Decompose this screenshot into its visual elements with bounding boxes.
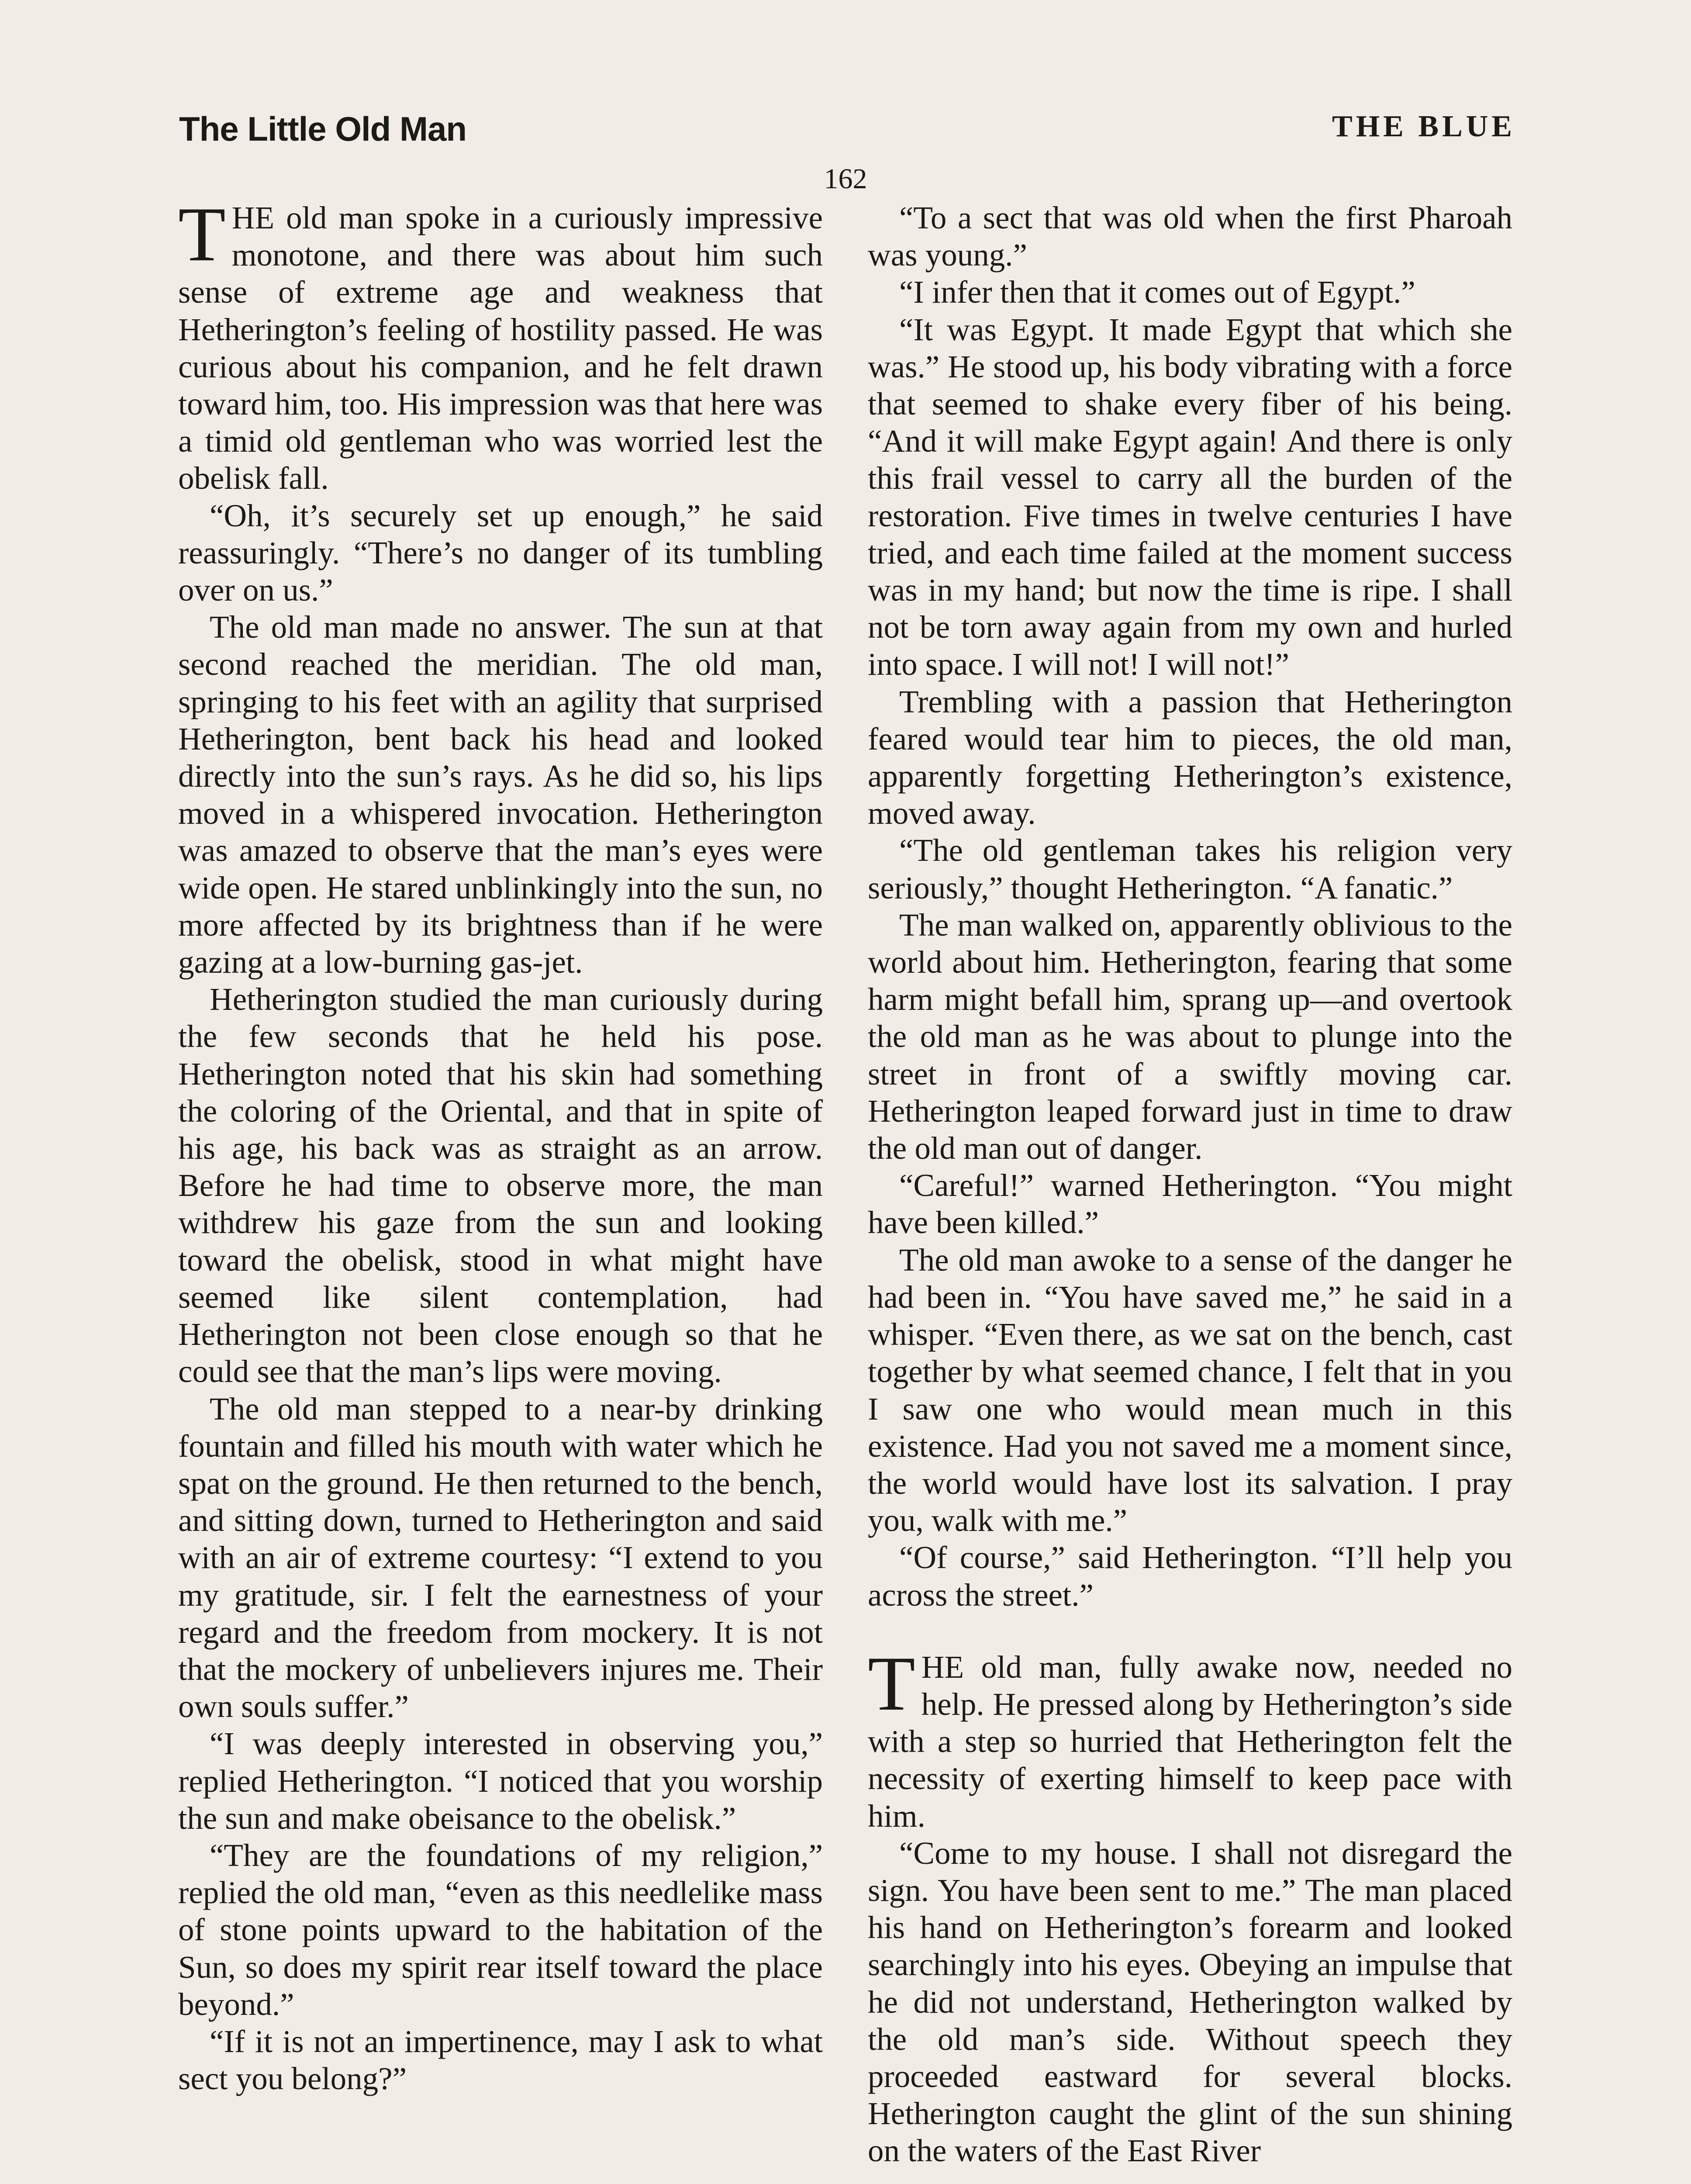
paragraph: “To a sect that was old when the first Pharoah was young.” xyxy=(868,200,1512,273)
paragraph: “Careful!” warned Hetherington. “You might have been killed.” xyxy=(868,1168,1512,1241)
paragraph: “I was deeply interested in observing you,” replied Hetherington. “I noticed that you worship the sun and make obeisance to the obelisk.” xyxy=(178,1726,823,1836)
story-title: The Little Old Man xyxy=(179,110,466,148)
paragraph: “Come to my house. I shall not disregard the sign. You have been sent to me.” The man placed his hand on Hetherington’s forearm and looked searchingly into his eyes. Obeying an impulse that he did not understand, Hetherington walked by the old man’s side. Without speech they proceeded eastward for several blocks. Hetherington caught the glint of the sun shining on the waters of the East River xyxy=(868,1835,1512,2169)
paragraph: THE old man, fully awake now, needed no help. He pressed along by Hetherington’s side with a step so hurried that Hetherington felt the necessity of exerting himself to keep pace with him. xyxy=(868,1640,1512,1834)
paragraph: “They are the foundations of my religion,” replied the old man, “even as this needlelike mass of stone points upward to the habitation of the Sun, so does my spirit rear itself toward the place beyond.” xyxy=(178,1837,823,2022)
paragraph: “Oh, it’s securely set up enough,” he said reassuringly. “There’s no danger of its tumbling over on us.” xyxy=(178,498,823,608)
right-column xyxy=(868,199,1512,2170)
paragraph: The man walked on, apparently oblivious to the world about him. Hetherington, fearing that some harm might befall him, sprang up—and overtook the old man as he was about to plunge into the street in front of a swiftly moving car. Hetherington leaped forward just in time to draw the old man out of danger. xyxy=(868,907,1512,1166)
section-break xyxy=(868,1614,1512,1648)
paragraph: “I infer then that it comes out of Egypt.” xyxy=(899,274,1415,310)
left-column xyxy=(178,191,823,2097)
magazine-name: THE BLUE xyxy=(1332,110,1515,143)
page-number: 162 xyxy=(824,163,867,195)
paragraph: THE old man spoke in a curiously impressive monotone, and there was about him such sense of extreme age and weakness that Hetherington’s feeling of hostility passed. He was curious about his companion, and he felt drawn toward him, too. His impression was that here was a timid old gentleman who was worried lest the obelisk fall. xyxy=(178,191,823,496)
paragraph: “If it is not an impertinence, may I ask to what sect you belong?” xyxy=(178,2023,823,2097)
paragraph: The old man awoke to a sense of the danger he had been in. “You have saved me,” he said in a whisper. “Even there, as we sat on the bench, cast together by what seemed chance, I felt that in you I saw one who would mean much in this existence. Had you not saved me a moment since, the world would have lost its salvation. I pray you, walk with me.” xyxy=(868,1242,1512,1538)
paragraph: “It was Egypt. It made Egypt that which she was.” He stood up, his body vibrating with a force that seemed to shake every fiber of his being. “And it will make Egypt again! And there is only this frail vessel to carry all the burden of the restoration. Five times in twelve centuries I have tried, and each time failed at the moment success was in my hand; but now the time is ripe. I shall not be torn away again from my own and hurled into space. I will not! I will not!” xyxy=(868,311,1512,682)
paragraph: “The old gentleman takes his religion very seriously,” thought Hetherington. “A fanatic.” xyxy=(868,833,1512,905)
paragraph: Trembling with a passion that Hetherington feared would tear him to pieces, the old man, apparently forgetting Hetherington’s existence, moved away. xyxy=(868,684,1512,831)
paragraph: The old man stepped to a near-by drinking fountain and filled his mouth with water which he spat on the ground. He then returned to the bench, and sitting down, turned to Hetherington and said with an air of extreme courtesy: “I extend to you my gratitude, sir. I felt the earnestness of your regard and the freedom from mockery. It is not that the mockery of unbelievers injures me. Their own souls suffer.” xyxy=(178,1391,823,1724)
paragraph: Hetherington studied the man curiously during the few seconds that he held his pose. Hetherington noted that his skin had something the coloring of the Oriental, and that in spite of his age, his back was as straight as an arrow. Before he had time to observe more, the man withdrew his gaze from the sun and looking toward the obelisk, stood in what might have seemed like silent contemplation, had Hetherington not been close enough so that he could see that the man’s lips were moving. xyxy=(178,981,823,1389)
paragraph: The old man made no answer. The sun at that second reached the meridian. The old man, springing to his feet with an agility that surprised Hetherington, bent back his head and looked directly into the sun’s rays. As he did so, his lips moved in a whispered invocation. Hetherington was amazed to observe that the man’s eyes were wide open. He stared unblinkingly into the sun, no more affected by its brightness than if he were gazing at a low-burning gas-jet. xyxy=(178,609,823,980)
paragraph: “Of course,” said Hetherington. “I’ll help you across the street.” xyxy=(868,1540,1512,1613)
